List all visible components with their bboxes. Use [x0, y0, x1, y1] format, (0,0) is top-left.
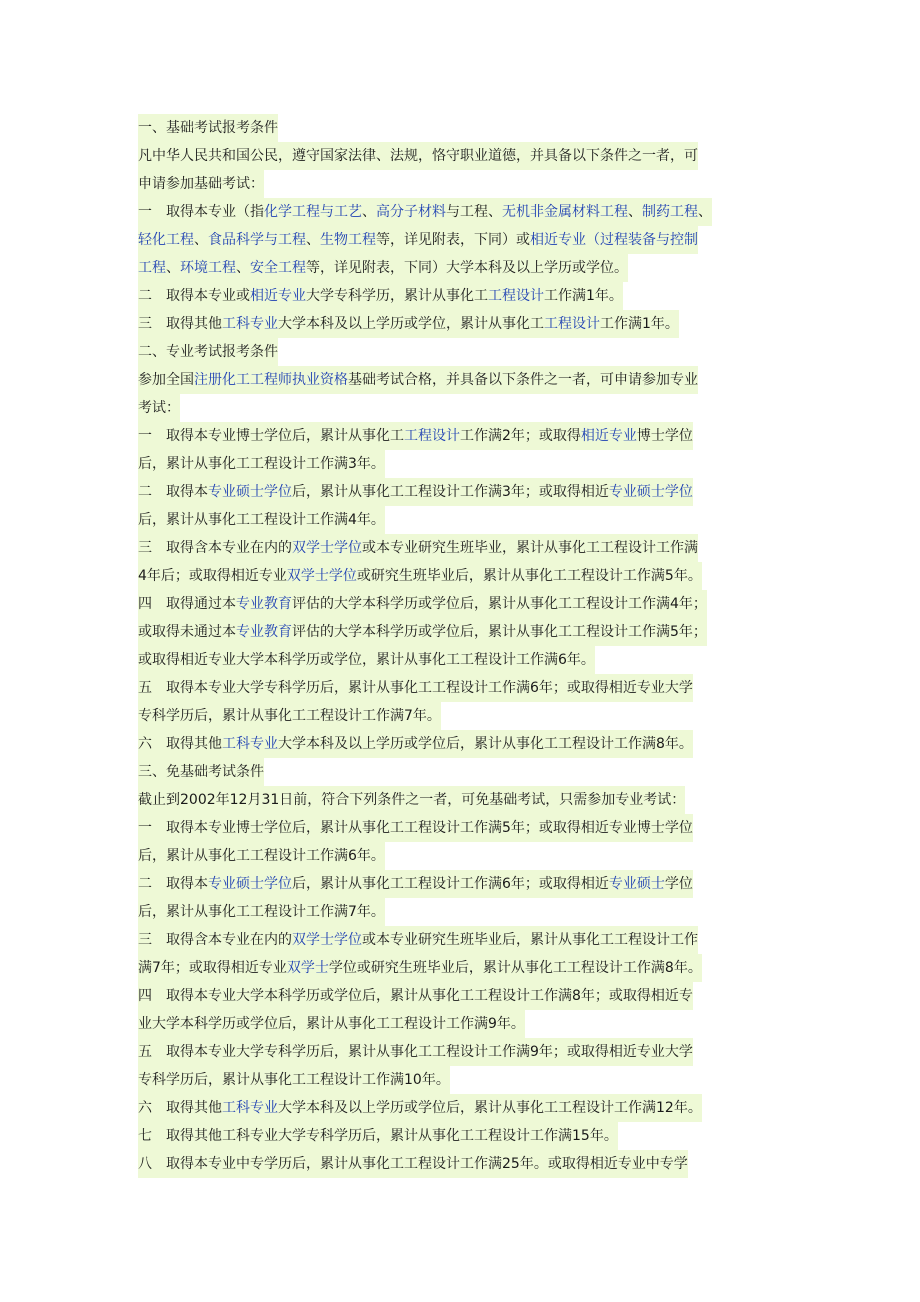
text-line — [138, 618, 793, 646]
keyword-link[interactable]: 专业硕士 — [608, 876, 665, 892]
text-line — [138, 282, 793, 310]
highlight-span — [138, 142, 698, 170]
highlight-span — [138, 842, 385, 870]
text-segment: 申请参加基础考试： — [138, 176, 264, 192]
text-line — [138, 898, 793, 926]
keyword-link[interactable]: 工科专业 — [222, 736, 278, 752]
highlight-span — [138, 310, 679, 338]
keyword-link[interactable]: 专业硕士学位 — [208, 876, 292, 892]
text-segment: 评估的大学本科学历或学位后，累计从事化工工程设计工作满4年； — [292, 596, 707, 612]
highlight-span — [138, 1094, 702, 1122]
highlight-span — [138, 926, 698, 954]
text-segment: 截止到2002年12月31日前，符合下列条件之一者，可免基础考试，只需参加专业考试： — [138, 792, 686, 808]
highlight-span — [138, 422, 693, 450]
text-segment: 二、专业考试报考条件 — [138, 344, 278, 360]
text-segment: 三 取得含本专业在内的 — [138, 540, 292, 556]
keyword-link[interactable]: 注册化工工程师执业资格 — [194, 372, 348, 388]
text-line — [138, 646, 793, 674]
text-segment: 等，详见附表，下同）大学本科及以上学历或学位。 — [306, 260, 628, 276]
keyword-link[interactable]: 工程设计 — [544, 316, 600, 332]
text-segment: 4年后；或取得相近专业 — [138, 568, 287, 584]
text-segment: 后，累计从事化工工程设计工作满6年；或取得相近 — [292, 876, 609, 892]
text-segment: 大学本科及以上学历或学位后，累计从事化工工程设计工作满12年。 — [278, 1100, 702, 1116]
keyword-link[interactable]: 工科专业 — [222, 1100, 278, 1116]
keyword-link[interactable]: 工程设计 — [488, 288, 544, 304]
text-line — [138, 226, 793, 254]
keyword-link[interactable]: 生物工程 — [320, 232, 376, 248]
highlight-span — [138, 394, 180, 422]
text-segment: 六 取得其他 — [138, 1100, 222, 1116]
text-segment: 或本专业研究生班毕业，累计从事化工工程设计工作满 — [362, 540, 698, 556]
text-segment: 业大学本科学历或学位后，累计从事化工工程设计工作满9年。 — [138, 1016, 525, 1032]
text-segment: 工作满1年。 — [600, 316, 679, 332]
highlight-span — [138, 506, 385, 534]
keyword-link[interactable]: 环境工程 — [180, 260, 236, 276]
text-segment: 二 取得本 — [138, 484, 208, 500]
highlight-span — [138, 730, 693, 758]
highlight-span — [138, 1122, 618, 1150]
keyword-link[interactable]: 专业硕士学位 — [608, 484, 693, 500]
text-line — [138, 1038, 793, 1066]
keyword-link[interactable]: 工科专业 — [222, 316, 278, 332]
text-segment: 三 取得其他 — [138, 316, 222, 332]
keyword-link[interactable]: 专业教育 — [236, 624, 292, 640]
text-segment: 五 取得本专业大学专科学历后，累计从事化工工程设计工作满6年；或取得相近专业大学 — [138, 680, 693, 696]
text-segment: 一 取得本专业博士学位后，累计从事化工工程设计工作满5年；或取得相近专业博士学位 — [138, 820, 693, 836]
text-line — [138, 870, 793, 898]
text-line — [138, 170, 793, 198]
highlight-span — [138, 646, 595, 674]
text-segment: 凡中华人民共和国公民，遵守国家法律、法规，恪守职业道德，并具备以下条件之一者，可 — [138, 148, 698, 164]
text-line — [138, 1010, 793, 1038]
keyword-link[interactable]: 相近专业 — [530, 232, 586, 248]
text-segment: 专科学历后，累计从事化工工程设计工作满7年。 — [138, 708, 441, 724]
text-segment: 大学本科及以上学历或学位，累计从事化工 — [278, 316, 544, 332]
text-line — [138, 702, 793, 730]
highlight-span — [138, 114, 278, 142]
highlight-span — [138, 478, 693, 506]
highlight-span — [138, 898, 385, 926]
highlight-span — [138, 1010, 525, 1038]
highlight-span — [138, 1038, 693, 1066]
text-line — [138, 1122, 793, 1150]
text-segment: 、 — [166, 260, 180, 276]
keyword-link[interactable]: 专业教育 — [236, 596, 292, 612]
text-line — [138, 506, 793, 534]
keyword-link[interactable]: 无机非金属材料工程 — [502, 204, 628, 220]
text-line — [138, 254, 793, 282]
text-segment: 五 取得本专业大学专科学历后，累计从事化工工程设计工作满9年；或取得相近专业大学 — [138, 1044, 693, 1060]
keyword-link[interactable]: 制药工程 — [642, 204, 698, 220]
text-segment: 专科学历后，累计从事化工工程设计工作满10年。 — [138, 1072, 450, 1088]
text-segment: 大学专科学历，累计从事化工 — [306, 288, 488, 304]
highlight-span — [138, 170, 264, 198]
text-line — [138, 954, 793, 982]
text-segment: 等，详见附表，下同）或 — [376, 232, 530, 248]
text-segment: 一、基础考试报考条件 — [138, 120, 278, 136]
text-segment: 二 取得本专业或 — [138, 288, 250, 304]
highlight-span — [138, 338, 278, 366]
text-segment: 三、免基础考试条件 — [138, 764, 264, 780]
keyword-link[interactable]: 双学士学位 — [292, 540, 362, 556]
highlight-span — [138, 618, 707, 646]
highlight-span — [138, 758, 264, 786]
keyword-link[interactable]: 安全工程 — [250, 260, 306, 276]
keyword-link[interactable]: 化学工程与工艺 — [264, 204, 362, 220]
text-segment: 基础考试合格，并具备以下条件之一者，可申请参加专业 — [348, 372, 698, 388]
text-line — [138, 338, 793, 366]
keyword-link[interactable]: 高分子材料 — [376, 204, 446, 220]
text-segment: 四 取得本专业大学本科学历或学位后，累计从事化工工程设计工作满8年；或取得相近专 — [138, 988, 693, 1004]
text-line — [138, 394, 793, 422]
text-segment: 工作满1年。 — [544, 288, 623, 304]
text-segment: 六 取得其他 — [138, 736, 222, 752]
highlight-span — [138, 198, 712, 226]
highlight-span — [138, 254, 628, 282]
text-line — [138, 114, 793, 142]
keyword-link[interactable]: （过程装备与控制 — [586, 232, 698, 248]
text-segment: 学位 — [664, 876, 693, 892]
text-segment: 或本专业研究生班毕业后，累计从事化工工程设计工作 — [362, 932, 698, 948]
text-line — [138, 198, 793, 226]
text-segment: 大学本科及以上学历或学位后，累计从事化工工程设计工作满8年。 — [278, 736, 693, 752]
text-line — [138, 422, 793, 450]
text-segment: 评估的大学本科学历或学位后，累计从事化工工程设计工作满5年； — [292, 624, 707, 640]
text-segment: 学位或研究生班毕业后，累计从事化工工程设计工作满8年。 — [328, 960, 702, 976]
text-line — [138, 1066, 793, 1094]
text-segment: 八 取得本专业中专学历后，累计从事化工工程设计工作满25年。或取得相近专业中专学 — [138, 1156, 688, 1172]
keyword-link[interactable]: 双学士学位 — [286, 568, 357, 584]
text-line — [138, 534, 793, 562]
text-segment: 与工程、 — [446, 204, 502, 220]
text-segment: 或取得未通过本 — [138, 624, 236, 640]
text-line — [138, 1094, 793, 1122]
highlight-span — [138, 534, 698, 562]
text-line — [138, 478, 793, 506]
keyword-link[interactable]: 双学士学位 — [292, 932, 362, 948]
text-line — [138, 366, 793, 394]
text-segment: 后，累计从事化工工程设计工作满3年；或取得相近 — [292, 484, 609, 500]
text-line — [138, 926, 793, 954]
keyword-link[interactable]: 轻化工程 — [138, 232, 194, 248]
text-segment: 三 取得含本专业在内的 — [138, 932, 292, 948]
highlight-span — [138, 982, 693, 1010]
highlight-span — [138, 282, 623, 310]
text-segment: 满7年；或取得相近专业 — [138, 960, 287, 976]
keyword-link[interactable]: 工程 — [138, 260, 166, 276]
text-line — [138, 730, 793, 758]
text-segment: 一 取得本专业（指 — [138, 204, 264, 220]
keyword-link[interactable]: 食品科学与工程 — [208, 232, 306, 248]
text-segment: 、 — [628, 204, 642, 220]
text-segment: 、 — [194, 232, 208, 248]
text-segment: 博士学位 — [636, 428, 693, 444]
highlight-span — [138, 814, 693, 842]
text-segment: 工作满2年；或取得 — [460, 428, 581, 444]
text-line — [138, 1150, 793, 1178]
keyword-link[interactable]: 专业硕士学位 — [208, 484, 292, 500]
text-line — [138, 758, 793, 786]
text-line — [138, 674, 793, 702]
text-segment: 七 取得其他工科专业大学专科学历后，累计从事化工工程设计工作满15年。 — [138, 1128, 618, 1144]
text-line — [138, 310, 793, 338]
highlight-span — [138, 1150, 688, 1178]
text-line — [138, 450, 793, 478]
keyword-link[interactable]: 相近专业 — [580, 428, 637, 444]
text-segment: 二 取得本 — [138, 876, 208, 892]
highlight-span — [138, 702, 441, 730]
keyword-link[interactable]: 工程设计 — [404, 428, 460, 444]
highlight-span — [138, 870, 693, 898]
text-line — [138, 786, 793, 814]
text-line — [138, 814, 793, 842]
text-segment: 参加全国 — [138, 372, 194, 388]
text-segment: 或取得相近专业大学本科学历或学位，累计从事化工工程设计工作满6年。 — [138, 652, 595, 668]
text-segment: 考试： — [138, 400, 180, 416]
document-body — [138, 114, 793, 1178]
text-segment: 四 取得通过本 — [138, 596, 236, 612]
highlight-span — [138, 1066, 450, 1094]
text-segment: 后，累计从事化工工程设计工作满3年。 — [138, 456, 385, 472]
highlight-span — [138, 954, 702, 982]
text-segment: 后，累计从事化工工程设计工作满7年。 — [138, 904, 385, 920]
highlight-span — [138, 450, 385, 478]
highlight-span — [138, 786, 685, 814]
keyword-link[interactable]: 相近专业 — [250, 288, 306, 304]
text-segment: 后，累计从事化工工程设计工作满4年。 — [138, 512, 385, 528]
text-segment: 一 取得本专业博士学位后，累计从事化工 — [138, 428, 404, 444]
highlight-span — [138, 226, 698, 254]
text-segment: 或研究生班毕业后，累计从事化工工程设计工作满5年。 — [356, 568, 702, 584]
text-line — [138, 590, 793, 618]
highlight-span — [138, 366, 698, 394]
text-segment: 、 — [306, 232, 320, 248]
highlight-span — [138, 674, 693, 702]
text-segment: 、 — [362, 204, 376, 220]
keyword-link[interactable]: 双学士 — [286, 960, 329, 976]
text-segment: 后，累计从事化工工程设计工作满6年。 — [138, 848, 385, 864]
highlight-span — [138, 562, 702, 590]
text-segment: 、 — [698, 204, 712, 220]
text-line — [138, 142, 793, 170]
text-line — [138, 562, 793, 590]
highlight-span — [138, 590, 707, 618]
text-line — [138, 842, 793, 870]
text-line — [138, 982, 793, 1010]
text-segment: 、 — [236, 260, 250, 276]
